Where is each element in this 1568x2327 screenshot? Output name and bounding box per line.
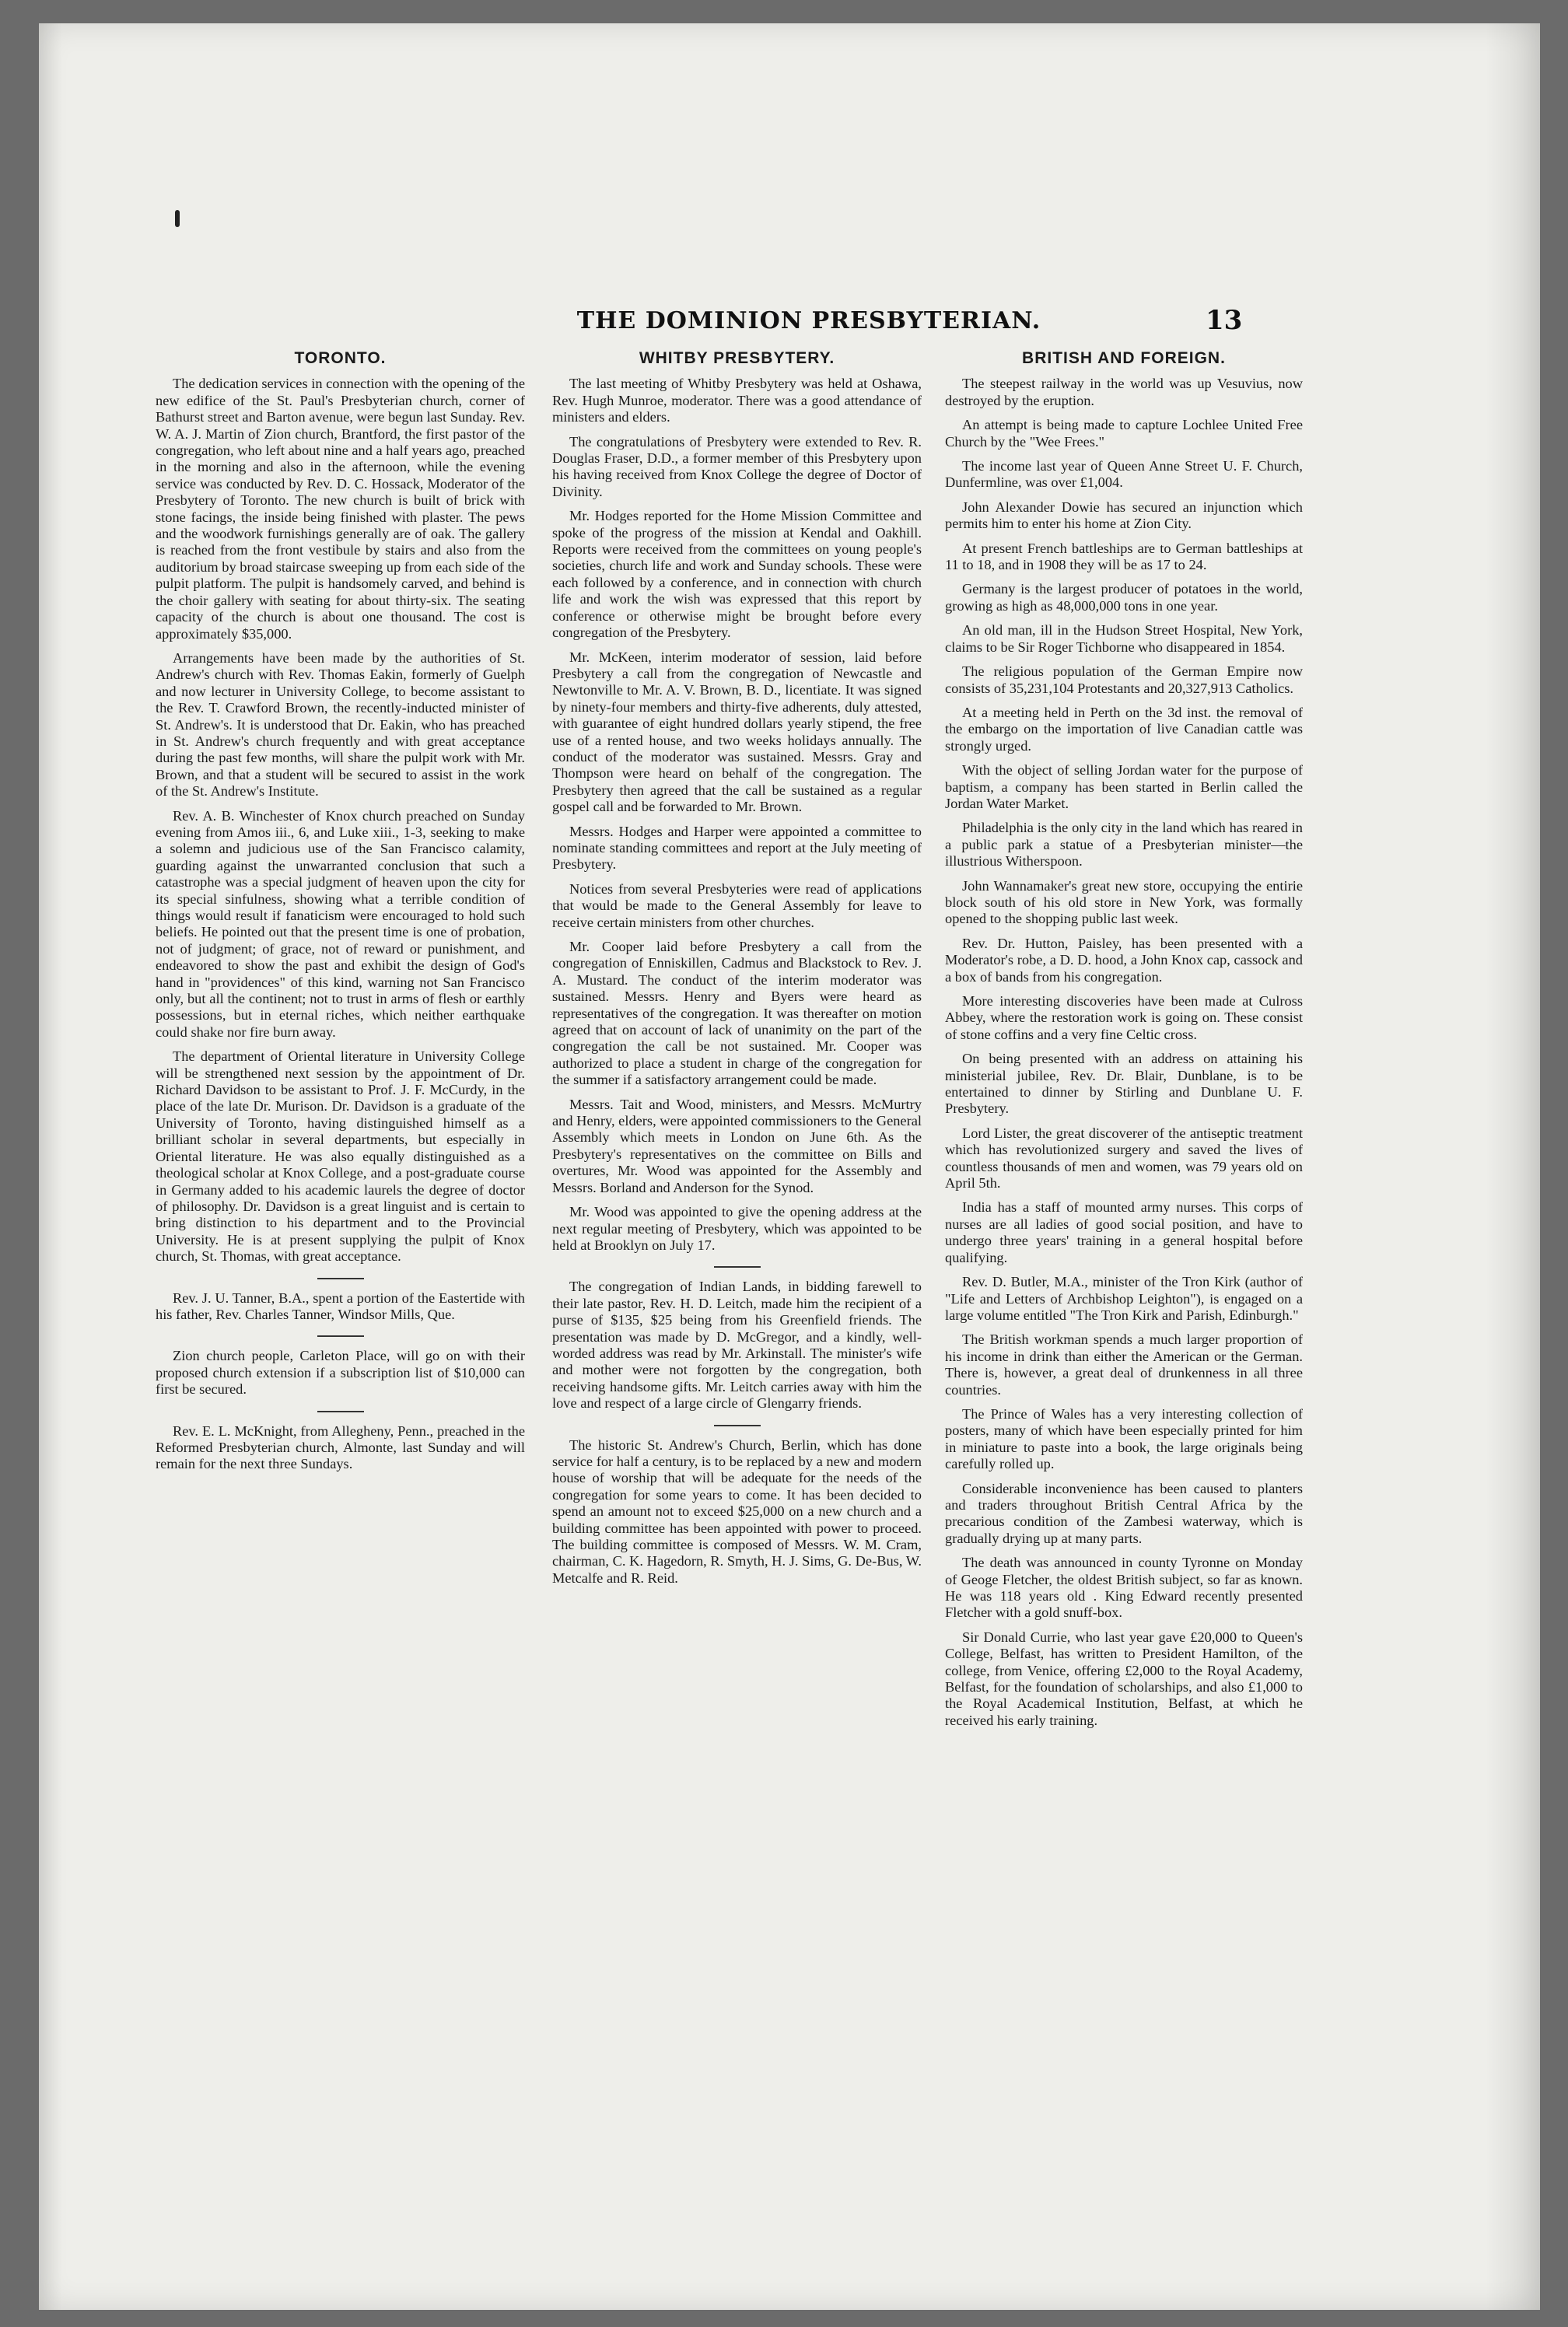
article-paragraph: Mr. Hodges reported for the Home Mission Committee and spoke of the progress of the mission at Kendal and Oakhill. Reports were received from the committees on young people's societies, church life and work and Sunday schools. These were each followed by a conference, and in connection with church life and work the wish was expressed that this report by conference or otherwise might be brought before every congregation of the Presbytery. <box>552 508 922 641</box>
article-paragraph: John Wannamaker's great new store, occupying the entirie block south of his old store in New York, was formally opened to the shopping public last week. <box>945 877 1303 927</box>
separator-rule <box>714 1266 761 1268</box>
article-paragraph: Notices from several Presbyteries were read of applications that would be made to the General Assembly for leave to receive certain ministers from other churches. <box>552 880 922 930</box>
article-paragraph: An old man, ill in the Hudson Street Hospital, New York, claims to be Sir Roger Tichborne who disappeared in 1854. <box>945 622 1303 655</box>
separator-rule <box>714 1425 761 1426</box>
article-paragraph: Messrs. Hodges and Harper were appointed a committee to nominate standing committees and report at the July meeting of Presbytery. <box>552 823 922 873</box>
article-paragraph: John Alexander Dowie has secured an injunction which permits him to enter his home at Zion City. <box>945 499 1303 532</box>
separator-rule <box>317 1278 364 1279</box>
article-paragraph: An attempt is being made to capture Lochlee United Free Church by the "Wee Frees." <box>945 417 1303 450</box>
article-paragraph: India has a staff of mounted army nurses. This corps of nurses are all ladies of good social position, and have to undergo three years' training in a general hospital before qualifying. <box>945 1199 1303 1265</box>
article-paragraph: Arrangements have been made by the authorities of St. Andrew's church with Rev. Thomas Eakin, formerly of Guelph and now lecturer in University College, to become assistant to the Rev. T. Crawford Brown, the recently-inducted minister of St. Andrew's. It is understood that Dr. Eakin, who has preached in St. Andrew's church frequently and with great acceptance during the past few months, will share the pulpit work with Mr. Brown, and that a student will be secured to assist in the work of the St. Andrew's Institute. <box>156 649 525 800</box>
article-paragraph: The income last year of Queen Anne Street U. F. Church, Dunfermline, was over £1,004. <box>945 458 1303 491</box>
column-heading: WHITBY PRESBYTERY. <box>639 349 835 367</box>
newspaper-page <box>39 23 1540 2310</box>
article-paragraph: The historic St. Andrew's Church, Berlin, which has done service for half a century, is to be replaced by a new and modern house of worship that will be adequate for the needs of the congregation for some years to come. It has been decided to spend an amount not to exceed $25,000 on a new church and a building committee has been appointed with power to proceed. The building committee is composed of Messrs. W. M. Cram, chairman, C. K. Hagedorn, R. Smyth, H. J. Sims, G. De-Bus, W. Metcalfe and R. Reid. <box>552 1436 922 1586</box>
article-paragraph: The death was announced in county Tyronne on Monday of Geoge Fletcher, the oldest British subject, so far as known. He was 118 years old . King Edward recently presented Fletcher with a gold snuff-box. <box>945 1555 1303 1621</box>
page-edge-shadow <box>39 23 62 2310</box>
article-paragraph: Germany is the largest producer of potatoes in the world, growing as high as 48,000,000 tons in one year. <box>945 581 1303 614</box>
column-heading: BRITISH AND FOREIGN. <box>1022 349 1226 367</box>
column-toronto <box>156 350 525 1476</box>
article-paragraph: Mr. Wood was appointed to give the opening address at the next regular meeting of Presbytery, which was appointed to be held at Brooklyn on July 17. <box>552 1204 922 1253</box>
article-paragraph: At a meeting held in Perth on the 3d inst. the removal of the embargo on the importation of live Canadian cattle was strongly urged. <box>945 704 1303 754</box>
column-body <box>156 376 525 1472</box>
article-paragraph: Rev. Dr. Hutton, Paisley, has been presented with a Moderator's robe, a D. D. hood, a John Knox cap, cassock and a box of bands from his congregation. <box>945 935 1303 985</box>
article-paragraph: Considerable inconvenience has been caused to planters and traders throughout British Central Africa by the precarious condition of the Zambesi waterway, which is gradually drying up at many parts. <box>945 1480 1303 1546</box>
article-paragraph: The British workman spends a much larger proportion of his income in drink than either the American or the German. There is, however, a great deal of drunkenness in all three countries. <box>945 1331 1303 1398</box>
article-paragraph: Mr. McKeen, interim moderator of session, laid before Presbytery a call from the congregation of Newcastle and Newtonville to Mr. A. V. Brown, B. D., licentiate. It was signed by ninety-four members and thirty-five adherents, duly attested, with guarantee of eight hundred dollars yearly stipend, the free use of a rented house, and two weeks holidays annually. The conduct of the moderator was sustained. Messrs. Gray and Thompson were heard on behalf of the congregation. The Presbytery then agreed that the call be sustained as a regular gospel call and be forwarded to Mr. Brown. <box>552 649 922 815</box>
article-paragraph: The last meeting of Whitby Presbytery was held at Oshawa, Rev. Hugh Munroe, moderator. There was a good attendance of ministers and elders. <box>552 376 922 425</box>
article-paragraph: Zion church people, Carleton Place, will go on with their proposed church extension if a subscription list of $10,000 can first be secured. <box>156 1348 525 1398</box>
article-paragraph: The department of Oriental literature in University College will be strengthened next session by the appointment of Dr. Richard Davidson to be assistant to Prof. J. F. McCurdy, in the place of the late Dr. Murison. Dr. Davidson is a graduate of the University of Toronto, having distinguished himself as a brilliant scholar in several departments, but especially in Oriental literature. He was also equally distinguished as a theological scholar at Knox College, and a post-graduate course in Germany added to his academic laurels the degree of doctor of philosophy. Dr. Davidson is a great linguist and is certain to bring distinction to his department and to the Provincial University. He is at present supplying the pulpit of Knox church, St. Thomas, with great acceptance. <box>156 1048 525 1265</box>
column-body <box>945 376 1303 1729</box>
article-paragraph: The congratulations of Presbytery were extended to Rev. R. Douglas Fraser, D.D., a former member of this Presbytery upon his having received from Knox College the degree of Doctor of Divinity. <box>552 433 922 499</box>
article-paragraph: Mr. Cooper laid before Presbytery a call from the congregation of Enniskillen, Cadmus and Blackstock to Rev. J. A. Mustard. The conduct of the interim moderator was sustained. Messrs. Henry and Byers were heard as representatives of the congregation. It was thereafter on motion agreed that on account of lack of unanimity on the part of the congregation the call be not sustained. Mr. Cooper was authorized to place a student in charge of the congregation for the summer if a satisfactory arrangement could be made. <box>552 939 922 1088</box>
separator-rule <box>317 1335 364 1337</box>
column-body <box>552 376 922 1587</box>
column-whitby-presbytery <box>552 350 922 1590</box>
article-paragraph: Messrs. Tait and Wood, ministers, and Messrs. McMurtry and Henry, elders, were appointed commissioners to the General Assembly which meets in London on June 6th. As the Presbytery's representatives on the committee on Bills and overtures, Mr. Wood was appointed for the Assembly and Messrs. Borland and Anderson for the Synod. <box>552 1096 922 1195</box>
separator-rule <box>317 1411 364 1412</box>
article-paragraph: Sir Donald Currie, who last year gave £20,000 to Queen's College, Belfast, has written to President Hamilton, of the college, from Venice, offering £2,000 to the Royal Academy, Belfast, for the foundation of scholarships, and also £1,000 to the Royal Academical Institution, Belfast, at which he received his early training. <box>945 1629 1303 1728</box>
article-paragraph: Rev. E. L. McKnight, from Allegheny, Penn., preached in the Reformed Presbyterian church, Almonte, last Sunday and will remain for the next three Sundays. <box>156 1422 525 1472</box>
article-paragraph: Lord Lister, the great discoverer of the antiseptic treatment which has revolutionized surgery and saved the lives of countless thousands of men and women, was 79 years old on April 5th. <box>945 1125 1303 1191</box>
article-paragraph: The religious population of the German Empire now consists of 35,231,104 Protestants and 20,327,913 Catholics. <box>945 663 1303 696</box>
article-paragraph: The steepest railway in the world was up Vesuvius, now destroyed by the eruption. <box>945 376 1303 408</box>
article-paragraph: Rev. D. Butler, M.A., minister of the Tron Kirk (author of "Life and Letters of Archbishop Leighton"), is engaged on a large volume entitled "The Tron Kirk and Parish, Edinburgh." <box>945 1274 1303 1323</box>
article-paragraph: On being presented with an address on attaining his ministerial jubilee, Rev. Dr. Blair, Dunblane, is to be entertained to dinner by Stirling and Dunblane U. F. Presbytery. <box>945 1051 1303 1117</box>
article-paragraph: The Prince of Wales has a very interesting collection of posters, many of which have been especially printed for him in miniature to paste into a book, the large originals being carefully rolled up. <box>945 1405 1303 1472</box>
page-number: 13 <box>1206 305 1243 336</box>
masthead-title: THE DOMINION PRESBYTERIAN. <box>576 307 1041 334</box>
ink-mark <box>175 210 180 227</box>
article-paragraph: Philadelphia is the only city in the land which has reared in a public park a statue of a Presbyterian minister—the illustrious Witherspoon. <box>945 820 1303 870</box>
article-paragraph: The dedication services in connection with the opening of the new edifice of the St. Paul's Presbyterian church, corner of Bathurst street and Barton avenue, were begun last Sunday. Rev. W. A. J. Martin of Zion church, Brantford, the first pastor of the congregation, who left about nine and a half years ago, preached in the morning and also in the afternoon, while the evening service was conducted by Rev. D. C. Hossack, Moderator of the Presbytery of Toronto. The new church is built of brick with stone facings, the inside being finished with plaster. The pews and the woodwork furnishings generally are of oak. The gallery is reached from the front vestibule by stairs and also from the auditorium by broad staircase sweeping up from each side of the pulpit platform. The pulpit is handsomely carved, and behind is the choir gallery with seating for about thirty-six. The seating capacity of the church is about one thousand. The cost is approximately $35,000. <box>156 376 525 642</box>
page-edge-shadow <box>1486 23 1540 2310</box>
article-paragraph: Rev. J. U. Tanner, B.A., spent a portion of the Eastertide with his father, Rev. Charles Tanner, Windsor Mills, Que. <box>156 1289 525 1322</box>
column-british-and-foreign <box>945 350 1303 1732</box>
article-paragraph: At present French battleships are to German battleships at 11 to 18, and in 1908 they will be as 17 to 24. <box>945 540 1303 573</box>
column-heading: TORONTO. <box>294 349 387 367</box>
article-paragraph: The congregation of Indian Lands, in bidding farewell to their late pastor, Rev. H. D. Leitch, made him the recipient of a purse of $135, $25 being from his Greenfield friends. The presentation was made by D. McGregor, and a kindly, well-worded address was read by Mr. Arkinstall. The minister's wife and mother were not forgotten by the congregation, both receiving handsome gifts. Mr. Leitch carries away with him the love and respect of a large circle of Glengarry friends. <box>552 1279 922 1412</box>
article-paragraph: More interesting discoveries have been made at Culross Abbey, where the restoration work is going on. These consist of stone coffins and a very fine Celtic cross. <box>945 993 1303 1042</box>
article-paragraph: With the object of selling Jordan water for the purpose of baptism, a company has been started in Berlin called the Jordan Water Market. <box>945 762 1303 811</box>
article-paragraph: Rev. A. B. Winchester of Knox church preached on Sunday evening from Amos iii., 6, and Luke xiii., 1-3, seeking to make a solemn and judicious use of the San Francisco calamity, guarding against the unwarranted conclusion that such a catastrophe was a special judgment of heaven upon the city for its special sinfulness, showing what a terrible condition of things would result if fanaticism were encouraged to hold such beliefs. He pointed out that the present time is one of probation, not of judgment; of grace, not of reward or punishment, and endeavored to show the past and exhibit the design of God's hand in "providences" of this kind, warning not San Francisco only, but all the continent; not to trust in arms of flesh or earthly possessions, but in eternal riches, which neither earthquake could shake nor fire burn away. <box>156 807 525 1040</box>
